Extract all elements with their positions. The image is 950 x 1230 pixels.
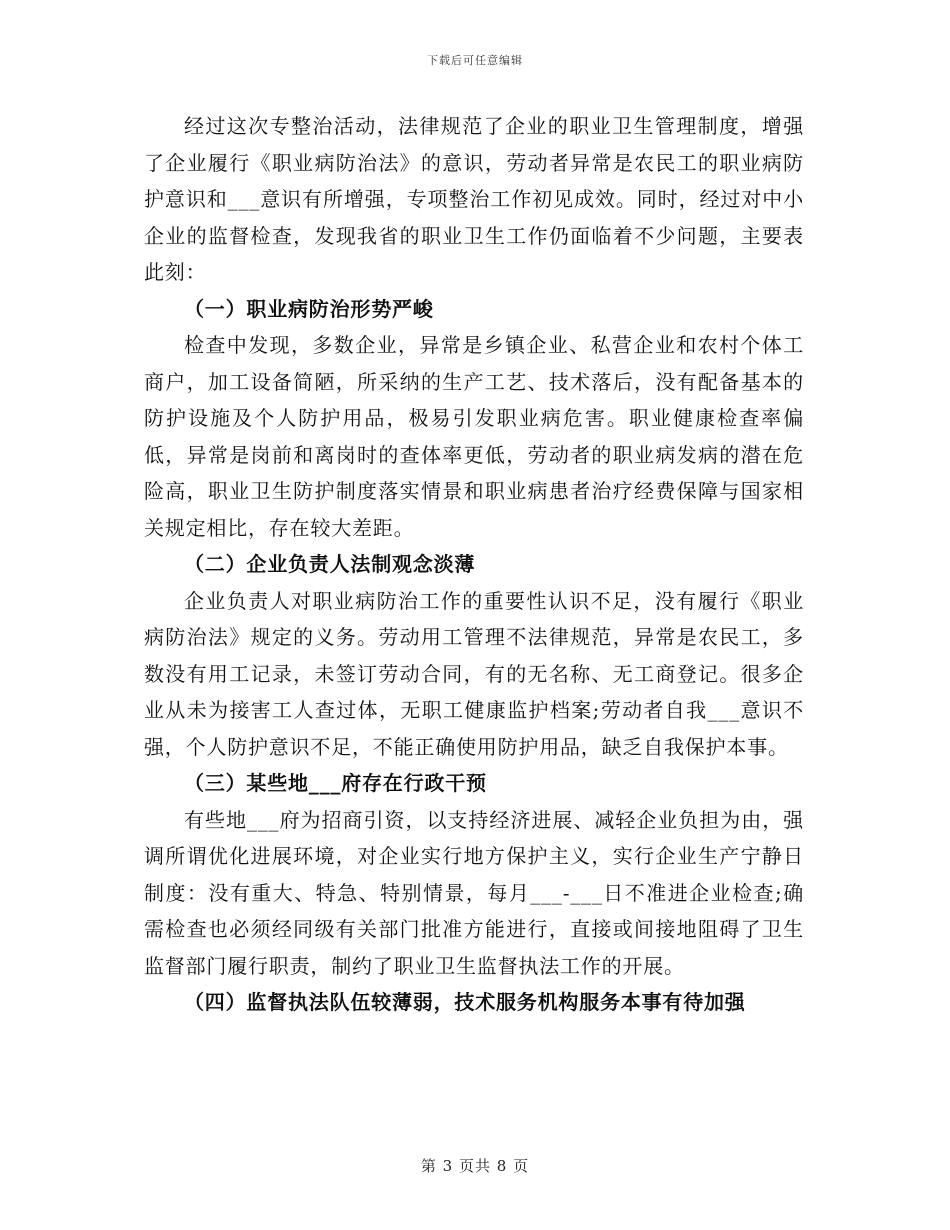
paragraph-section-1: 检查中发现，多数企业，异常是乡镇企业、私营企业和农村个体工商户，加工设备简陋，所采纳的生产工艺、技术落后，没有配备基本的防护设施及个人防护用品，极易引发职业病危害。职业健康检查率偏低，异常是岗前和离岗时的查体率更低，劳动者的职业病发病的潜在危险高，职业卫生防护制度落实情景和职业病患者治疗经费保障与国家相关规定相比，存在较大差距。 — [144, 333, 804, 540]
page-header: 下载后可任意编辑 — [427, 54, 523, 67]
paragraph-section-2: 企业负责人对职业病防治工作的重要性认识不足，没有履行《职业病防治法》规定的义务。劳动用工管理不法律规范，异常是农民工，多数没有用工记录，未签订劳动合同，有的无名称、无工商登记。很多企业从未为接害工人查过体，无职工健康监护档案;劳动者自我___意识不强，个人防护意识不足，不能正确使用防护用品，缺乏自我保护本事。 — [144, 588, 804, 759]
paragraph-section-3: 有些地___府为招商引资，以支持经济进展、减轻企业负担为由，强调所谓优化进展环境，对企业实行地方保护主义，实行企业生产宁静日制度：没有重大、特急、特别情景，每月___-___日不准进企业检查;确需检查也必须经同级有关部门批准方能进行，直接或间接地阻碍了卫生监督部门履行职责，制约了职业卫生监督执法工作的开展。 — [144, 807, 804, 978]
section-heading-1: （一）职业病防治形势严峻 — [184, 296, 434, 321]
page-footer: 第 3 页共 8 页 — [420, 1157, 530, 1175]
section-heading-4: （四）监督执法队伍较薄弱，技术服务机构服务本事有待加强 — [184, 990, 746, 1014]
document-body — [144, 108, 804, 1021]
paragraph-intro: 经过这次专整治活动，法律规范了企业的职业卫生管理制度，增强了企业履行《职业病防治法》的意识，劳动者异常是农民工的职业病防护意识和___意识有所增强，专项整治工作初见成效。同时，经过对中小企业的监督检查，发现我省的职业卫生工作仍面临着不少问题，主要表此刻： — [144, 114, 804, 284]
section-heading-2: （二）企业负责人法制观念淡薄 — [184, 552, 476, 576]
section-heading-3: （三）某些地___府存在行政干预 — [184, 771, 487, 795]
